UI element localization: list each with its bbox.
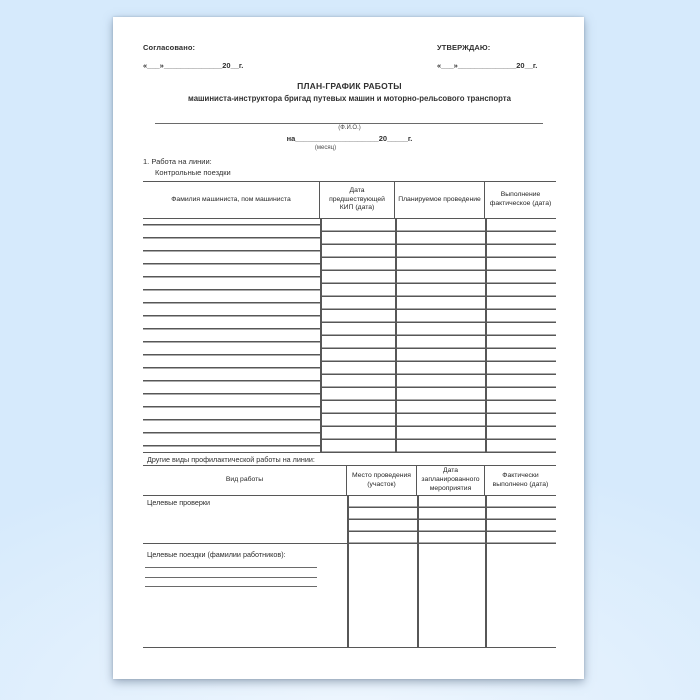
- table1-header-name: Фамилия машиниста, пом машиниста: [143, 182, 320, 218]
- table2-header-done-date: Фактически выполнено (дата): [492, 471, 549, 488]
- table2-divider-2: [417, 496, 419, 543]
- approve-date-line: «___»______________20__г.: [437, 61, 538, 70]
- table1-divider-2: [395, 219, 397, 453]
- table2-divider-1: [347, 496, 349, 543]
- scanned-form-page: [113, 17, 584, 679]
- table2-header-row: [143, 466, 556, 496]
- table2-divider-5: [417, 544, 419, 647]
- table1-name-column-rules: [143, 219, 320, 453]
- section2-heading: Другие виды профилактической работы на линии:: [147, 454, 315, 464]
- section1-heading: 1. Работа на линии:: [143, 157, 212, 166]
- section2-heading-row: [143, 453, 556, 466]
- table1-header-row: [143, 181, 556, 219]
- table2-divider-4: [347, 544, 349, 647]
- table2-header-planned-date: Дата запланированного мероприятия: [417, 466, 485, 495]
- target-trips-label: Целевые поездки (фамилии работников):: [147, 550, 286, 559]
- section1-subheading: Контрольные поездки: [155, 168, 231, 177]
- agreed-date-line: «___»______________20__г.: [143, 61, 244, 70]
- target-checks-rules: [347, 496, 556, 543]
- table2-divider-3: [485, 496, 487, 543]
- table1-blank-rows: [143, 219, 556, 453]
- fio-caption: (Ф.И.О.): [338, 125, 361, 131]
- form-title: ПЛАН-ГРАФИК РАБОТЫ: [297, 81, 402, 91]
- agreed-label: Согласовано:: [143, 43, 196, 52]
- worker-name-line-1: [145, 567, 317, 568]
- worker-name-line-2: [145, 577, 317, 578]
- form-subtitle: машиниста-инструктора бригад путевых машин и моторно-рельсового транспорта: [188, 94, 511, 103]
- fio-blank-line: [155, 123, 543, 124]
- work-plan-table: [143, 181, 556, 648]
- table2-header-place: Место проведения (участок): [347, 466, 417, 495]
- approve-label: УТВЕРЖДАЮ:: [437, 43, 491, 52]
- table2-header-work-type: Вид работы: [143, 466, 347, 495]
- month-caption: (месяц): [314, 145, 337, 151]
- table1-bottom-border: [143, 452, 556, 454]
- table1-divider-1: [320, 219, 322, 453]
- target-trips-block: [143, 544, 556, 648]
- table1-header-planned: Планируемое проведение: [395, 182, 485, 218]
- table2-divider-6: [485, 544, 487, 647]
- table1-divider-3: [485, 219, 487, 453]
- month-blank-line: на____________________20_____г.: [286, 134, 413, 143]
- target-checks-label: Целевые проверки: [147, 498, 211, 507]
- table1-data-column-rules: [320, 219, 556, 453]
- target-checks-block: [143, 496, 556, 544]
- table1-header-prev-kip: Дата предшествующей КИП (дата): [320, 182, 395, 218]
- table1-header-actual: Выполнение фактическое (дата): [489, 191, 552, 207]
- worker-name-line-3: [145, 586, 317, 587]
